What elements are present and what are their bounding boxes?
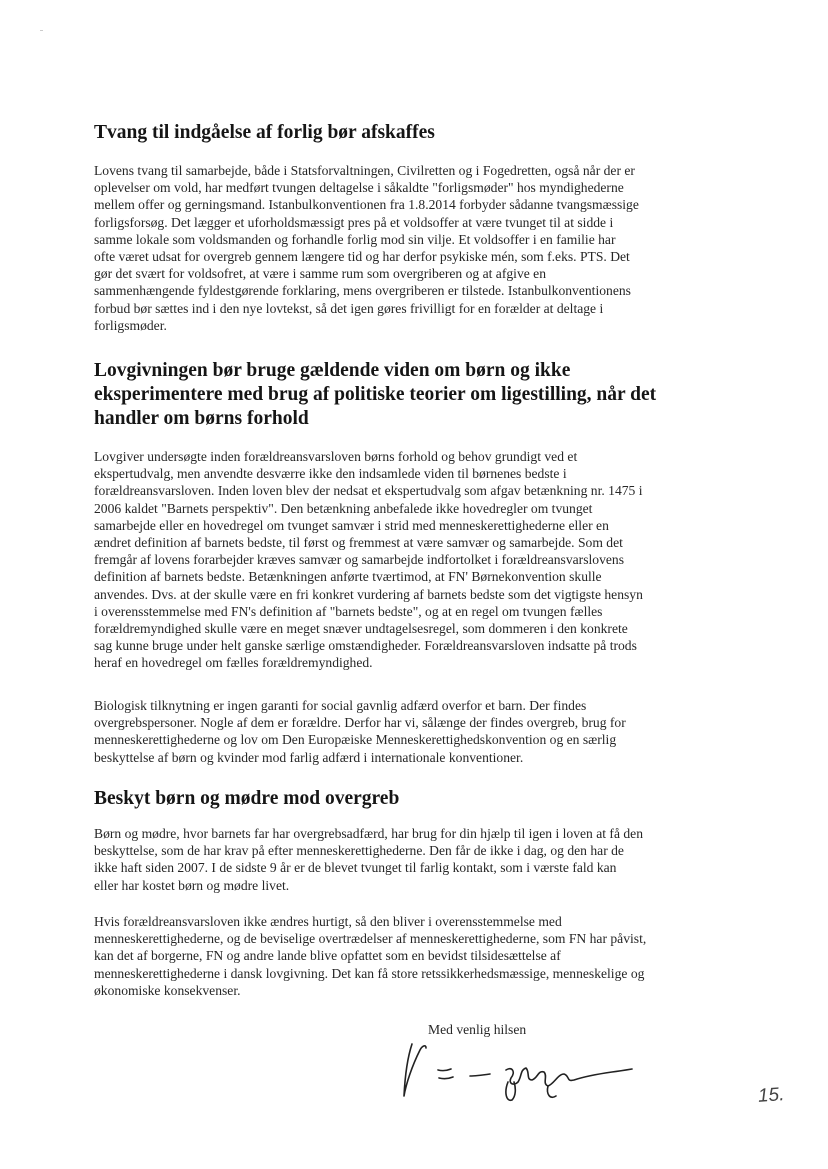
text-line: forældremyndighed skulle være en meget snæver undtagelsesregel, som dommeren i den konkrete	[94, 621, 628, 637]
text-line: ekspertudvalg, men anvendte desværre ikke den indsamlede viden til børnenes bedste i	[94, 466, 567, 482]
text-line: i overensstemmelse med FN's definition af "barnets bedste", og at en regel om tvungen fælles	[94, 603, 603, 619]
text-line: samarbejde eller en hovedregel om tvunget samvær i strid med menneskerettighederne eller en	[94, 517, 609, 533]
text-line: menneskerettighederne, og de beviselige overtrædelser af menneskerettighederne, som FN har påvist,	[94, 931, 647, 947]
heading-forlig: Tvang til indgåelse af forlig bør afskaffes	[94, 122, 435, 143]
heading-beskyt: Beskyt børn og mødre mod overgreb	[94, 788, 400, 809]
text-line: oplevelser om vold, har medført tvungen deltagelse i såkaldte "forligsmøder" hos myndighederne	[94, 180, 624, 196]
text-line: sammenhængende fyldestgørende forklaring, mens overgriberen er tilstede. Istanbulkonventionens	[94, 283, 631, 299]
text-line: menneskerettighederne i dansk lovgivning. Det kan få store retssikkerhedsmæssige, menneskelige og	[94, 965, 645, 981]
text-line: fremgår af lovens forarbejder kræves samvær og samarbejde indfortolket i forældreansvarslovens	[94, 552, 624, 568]
heading-line: eksperimentere med brug af politiske teorier om ligestilling, når det	[94, 384, 657, 405]
closing-greeting: Med venlig hilsen	[428, 1022, 527, 1037]
heading-line: Lovgivningen bør bruge gældende viden om børn og ikke	[94, 360, 571, 381]
text-line: samme lokale som voldsmanden og forhandle forlig mod sin vilje. Et voldsoffer i en familie har	[94, 231, 616, 247]
text-line: kan det af borgerne, FN og andre lande blive opfattet som en bevidst tilsidesættelse af	[94, 948, 561, 964]
text-line: forældreansvarsloven. Inden loven blev der nedsat et ekspertudvalg som afgav betænkning nr. 1475 i	[94, 483, 643, 499]
text-line: Børn og mødre, hvor barnets far har overgrebsadfærd, har brug for din hjælp til igen i loven at få den	[94, 826, 644, 841]
text-line: anvendes. Dvs. at der skulle være en fri konkret vurdering af barnets bedste som det vigtigste hensyn	[94, 586, 643, 602]
heading-lovgivningen	[94, 359, 734, 431]
text-line: mellem offer og gerningsmand. Istanbulkonventionen fra 1.8.2014 forbyder sådanne tvangsmæssige	[94, 197, 639, 213]
paragraph-boern-og-moedre	[94, 825, 734, 894]
paragraph-konsekvenser	[94, 913, 734, 999]
page-number: 15.	[757, 1084, 786, 1107]
paragraph-biologisk	[94, 697, 734, 766]
text-line: Lovens tvang til samarbejde, både i Statsforvaltningen, Civilretten og i Fogedretten, også når der er	[94, 163, 635, 178]
text-line: eller har kostet børn og mødre livet.	[94, 877, 290, 893]
text-line: Lovgiver undersøgte inden forældreansvarsloven børns forhold og behov grundigt ved et	[94, 449, 578, 464]
paragraph-forlig	[94, 162, 734, 334]
heading-line: handler om børns forhold	[94, 408, 309, 429]
text-line: overgrebspersoner. Nogle af dem er forældre. Derfor har vi, sålænge der findes overgreb, brug for	[94, 715, 626, 731]
text-line: definition af barnets bedste. Betænkningen anførte tværtimod, at FN' Børnekonvention skulle	[94, 569, 602, 585]
text-line: ændret definition af barnets bedste, til først og fremmest at være samvær og samarbejde. Som det	[94, 535, 623, 551]
text-line: forligsforsøg. Det lægger et uforholdsmæssigt pres på et voldsoffer at være tvunget til at sidde i	[94, 214, 614, 230]
text-line: sag kunne bruge under helt ganske særlige omstændigheder. Forældreansvarsloven indsatte på trods	[94, 638, 637, 654]
text-line: ikke haft siden 2007. I de sidste 9 år er de blevet tvunget til farlig kontakt, som i værste fald kan	[94, 860, 617, 876]
text-line: gør det svært for voldsofret, at være i samme rum som overgriberen og at afgive en	[94, 266, 546, 282]
text-line: heraf en hovedregel om fælles forældremyndighed.	[94, 655, 373, 671]
text-line: menneskerettighederne og lov om Den Europæiske Menneskerettighedskonvention og en særlig	[94, 732, 617, 748]
text-line: forbud bør sættes ind i den nye lovtekst, så det igen gøres frivilligt for en forælder at deltage i	[94, 300, 604, 316]
text-line: forligsmøder.	[94, 317, 167, 333]
text-line: beskyttelse af børn og kvinder mod farlig adfærd i internationale konventioner.	[94, 749, 524, 765]
text-line: Biologisk tilknytning er ingen garanti for social gavnlig adfærd overfor et barn. Der findes	[94, 698, 587, 713]
text-line: 2006 kaldet "Barnets perspektiv". Den betænkning anbefalede ikke hovedregler om tvunget	[94, 500, 593, 516]
handwritten-signature	[398, 1036, 648, 1106]
text-line: økonomiske konsekvenser.	[94, 982, 241, 998]
scan-speck	[40, 30, 43, 31]
text-line: beskyttelse, som de har krav på efter menneskerettighederne. Den får de ikke i dag, og den har de	[94, 843, 624, 859]
text-line: Hvis forældreansvarsloven ikke ændres hurtigt, så den bliver i overensstemmelse med	[94, 914, 562, 929]
paragraph-lovgiver	[94, 448, 734, 672]
text-line: ofte været udsat for overgreb gennem længere tid og har derfor psykiske mén, som f.eks. PTS. Det	[94, 249, 630, 265]
